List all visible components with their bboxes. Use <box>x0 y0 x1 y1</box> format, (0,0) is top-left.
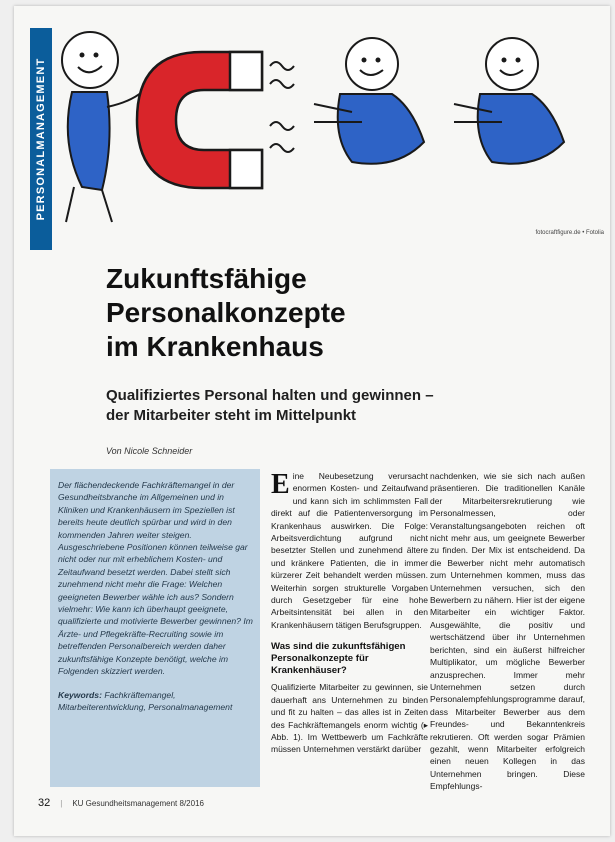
attracted-figure-2 <box>454 38 564 164</box>
figure-with-magnet <box>62 32 142 222</box>
section-tab-label: PERSONALMANAGEMENT <box>35 57 47 221</box>
drop-cap: E <box>271 469 290 500</box>
section-heading: Was sind die zukunftsfähigen Personalkonzepte für Krankenhäuser? <box>271 641 406 677</box>
subtitle-line-2: der Mitarbeiter steht im Mittelpunkt <box>106 407 357 424</box>
abstract-text: Der flächendeckende Fachkräftemangel in der Gesundheitsbranche im Allgemeinen und in Kliniken und Krankenhäusern im Speziellen ist bereits heute deutlich spürbar und wird in den kommenden Jahren weiter steigen. Ausgeschriebene Positionen können teilweise gar nicht oder nur mit erheblichem Kosten- und Zeitaufwand besetzt werden. Dabei stellt sich zunehmend nicht mehr die Frage: Welchen geeigneten Bewerber wähle ich aus? Sondern vielmehr: Wie kann ich überhaupt geeignete, qualifizierte und motivierte Bewerber gewinnen? Im Ärzte- und Pflegekräfte-Recruiting sowie im betreffenden Personalbereich werden daher zukunftsfähige Konzepte benötigt, welche im Folgenden skizziert werden. <box>58 480 253 677</box>
body-paragraph-3: nachdenken, wie sie sich nach außen präsentieren. Die traditionellen Kanäle der Mitarbeitersrekrutierung wie Personalmessen, oder Veranstaltungsangeboten reichen oft nicht mehr aus, um geeignete Bewerber zu finden. Der Mix ist entscheidend. Da die Bewerber nicht mehr automatisch zum Unternehmen kommen, muss das Unternehmen versuchen, sich den Bewerbern zu nähern. Hier ist der eigene Mitarbeiter ein wichtiger Faktor. Ausgewählte, die positiv und wertschätzend über ihr Unternehmen berichten, sind ein äußerst hilfreicher Multiplikator, um mögliche Bewerber anzusprechen. Immer mehr Unternehmen setzen durch Personalempfehlungsprogramme darauf, dass Mitarbeiter Bewerber aus dem Freundes- und Bekanntenkreis rekrutieren. Oft werden sogar Prämien gezahlt, wenn Mitarbeiter erfolgreich einen neuen Kollegen in das Unternehmen bringen. Diese Empfehlungs- <box>430 471 585 792</box>
body-paragraph-2: Qualifizierte Mitarbeiter zu gewinnen, sie dauerhaft ans Unternehmen zu binden und fit zu halten – das alles ist in Zeiten des Fachkräftemangels enorm wichtig (▸ Abb. 1). Im Wettbewerb um Fachkräfte müssen Unternehmen verstärkt darüber <box>271 682 428 755</box>
keywords-label: Keywords: <box>58 689 102 700</box>
body-column-2 <box>430 470 585 793</box>
magnetic-field-lines <box>270 62 294 152</box>
journal-name: KU Gesundheitsmanagement 8/2016 <box>72 799 204 808</box>
page-footer <box>38 797 338 809</box>
photo-credit: fotocraftfigure.de • Fotolia <box>535 230 604 236</box>
title-line-2: Personalkonzepte <box>106 297 346 328</box>
author-byline: Von Nicole Schneider <box>106 446 193 456</box>
body-paragraph-1-text: ine Neubesetzung verursacht enormen Kosten- und Zeitaufwand und kann sich im schlimmsten Fall direkt auf die Patientenversorgung im Krankenhaus auswirken. Die Folge: Arbeitsverdichtung aufgrund nicht besetzter Stellen und zunehmend ältere und kränkere Patienten, die in immer kürzerer Zeit behandelt werden müssen. Weiterhin sorgen strukturelle Vorgaben durch Gesetzgeber für eine hohe Arbeitsintensität bei allen in den Krankenhäusern tätigen Berufsgruppen. <box>271 471 428 630</box>
article-title <box>106 262 566 364</box>
body-column-1 <box>271 470 428 756</box>
magnet-illustration <box>52 22 612 237</box>
footer-separator: | <box>60 799 63 808</box>
title-line-1: Zukunftsfähige <box>106 263 307 294</box>
article-subtitle <box>106 386 576 426</box>
title-line-3: im Krankenhaus <box>106 331 324 362</box>
attracted-figure-1 <box>314 38 424 164</box>
keywords <box>58 689 254 714</box>
horseshoe-magnet <box>137 52 262 188</box>
abstract-box <box>50 469 260 787</box>
page-number: 32 <box>38 797 51 809</box>
body-paragraph-1 <box>271 470 428 631</box>
section-tab <box>30 28 52 250</box>
keywords-value: Fachkräftemangel, Mitarbeiterentwicklung, Personalmanagement <box>58 689 233 712</box>
subtitle-line-1: Qualifiziertes Personal halten und gewinnen – <box>106 387 434 404</box>
